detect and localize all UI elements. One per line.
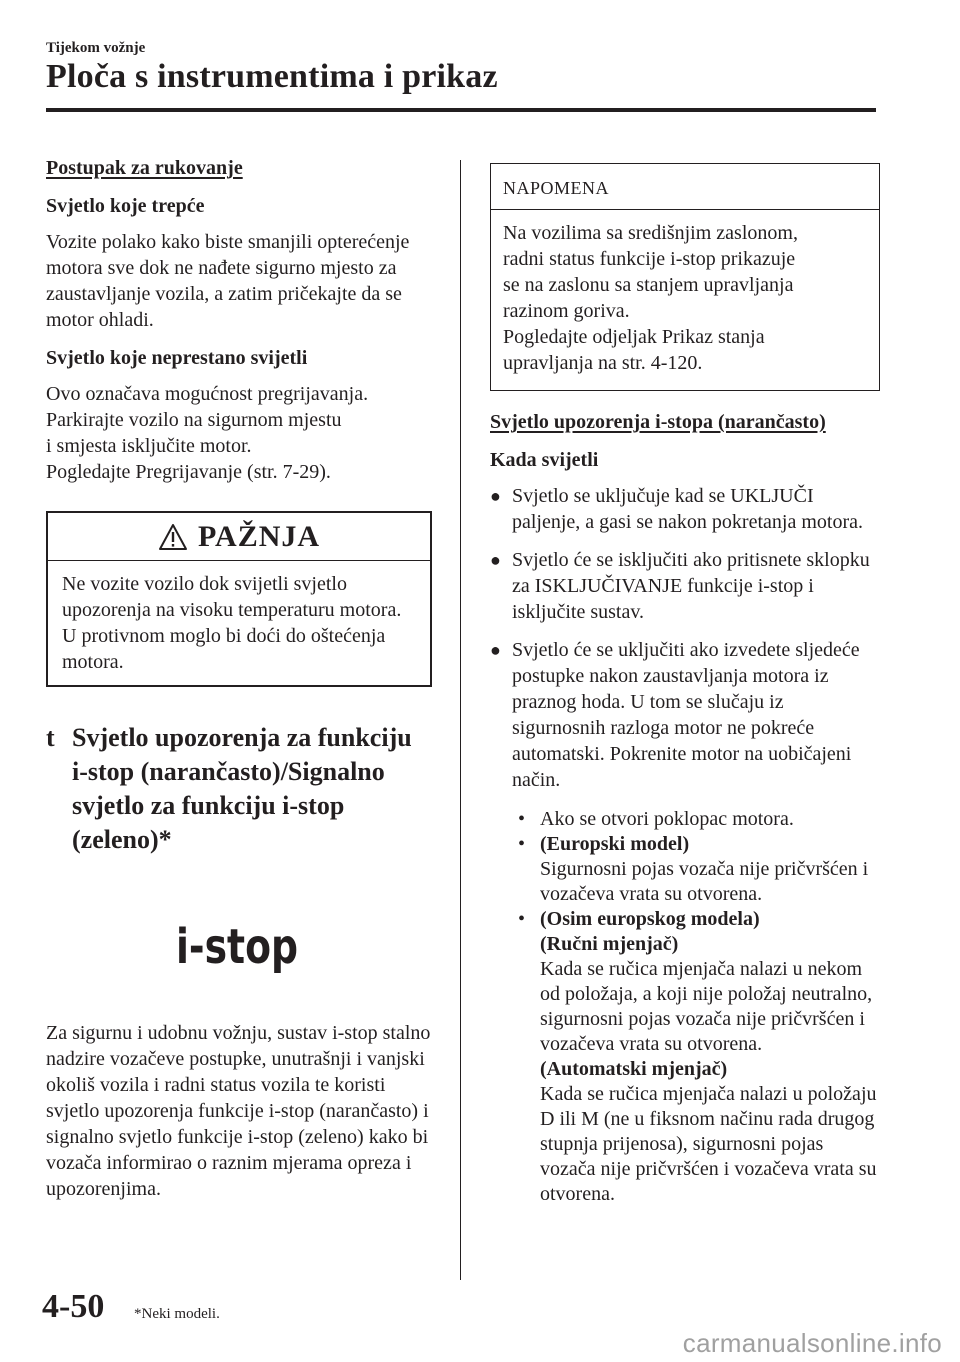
- section-title-warning-light: Svjetlo upozorenja i-stopa (narančasto): [490, 411, 826, 433]
- note-line: razinom goriva.: [503, 300, 630, 322]
- sub-list-item-text: Ako se otvori poklopac motora.: [540, 808, 794, 830]
- sub-list-item: [516, 832, 880, 907]
- sub-list-item: [516, 907, 880, 1207]
- section-title-operation: Postupak za rukovanje: [46, 157, 243, 179]
- sub-item-text: Kada se ručica mjenjača nalazi u nekom od položaja, a koji nije položaj neutralno, sigurnosni pojas vozača nije pričvršćen i vozačeva vrata su otvorena.: [540, 958, 873, 1055]
- steady-line: i smjesta isključite motor.: [46, 435, 252, 457]
- istop-indicator-icon: [174, 913, 300, 975]
- istop-description: Za sigurnu i udobnu vožnju, sustav i-stop stalno nadzire vozačeve postupke, unutrašnji i vanjski okoliš vozila i radni status vozila te koristi svjetlo upozorenja funkcije i-stop (narančasto) i signalno svjetlo funkcije i-stop (zeleno) kako bi vozača informirao o raznim mjerama opreza i upozorenjima.: [46, 1022, 431, 1200]
- note-box: [490, 163, 880, 391]
- note-line: Na vozilima sa središnjim zaslonom,: [503, 222, 798, 244]
- steady-light-text: [46, 381, 432, 485]
- sub-item-text: Kada se ručica mjenjača nalazi u položaju D ili M (ne u fiksnom načinu rada drugog stupnja prijenosa), sigurnosni pojas vozača nije pričvršćen i vozačeva vrata su otvorena.: [540, 1083, 877, 1205]
- bullet-icon: ●: [490, 640, 501, 660]
- list-item: [490, 637, 880, 793]
- steady-line: Ovo označava mogućnost pregrijavanja.: [46, 383, 369, 405]
- list-item: [490, 483, 880, 535]
- sub-bullet-icon: •: [518, 808, 526, 830]
- title-rule: [46, 108, 876, 112]
- svg-text:i-stop: i-stop: [176, 919, 298, 975]
- heading-text: Svjetlo upozorenja za funkciju i-stop (narančasto)/Signalno svjetlo za funkciju i-stop (zeleno)*: [72, 723, 412, 854]
- note-label: NAPOMENA: [491, 164, 879, 210]
- sub-item-title: (Osim europskog modela): [540, 908, 760, 930]
- sub-bullet-icon: •: [518, 833, 526, 855]
- blinking-light-text: Vozite polako kako biste smanjili opterećenje motora sve dok ne nađete sigurno mjesto za zaustavljanje vozila, a zatim pričekajte da se motor ohladi.: [46, 231, 410, 331]
- note-text: [491, 210, 879, 390]
- sub-condition-list: [516, 807, 880, 1207]
- sub-list-item-text: [540, 907, 880, 1207]
- note-line: Pogledajte odjeljak Prikaz stanja: [503, 326, 765, 348]
- list-item-text: Svjetlo se uključuje kad se UKLJUČI paljenje, a gasi se nakon pokretanja motora.: [512, 485, 863, 533]
- warning-triangle-icon: [158, 523, 188, 551]
- caution-label: PAŽNJA: [197, 519, 321, 553]
- istop-heading: [46, 721, 432, 857]
- list-item-text: Svjetlo će se uključiti ako izvedete sljedeće postupke nakon zaustavljanja motora iz praznog hoda. U tom se slučaju iz sigurnosnih razloga motor ne pokreće automatski. Pokrenite motor na uobičajeni način.: [512, 639, 860, 791]
- caution-box: [46, 511, 432, 687]
- sub-item-title: (Europski model): [540, 833, 690, 855]
- column-divider: [460, 160, 461, 1280]
- heading-marker: t: [46, 723, 55, 752]
- sub-list-item: [516, 807, 880, 832]
- steady-line: Parkirajte vozilo na sigurnom mjestu: [46, 409, 342, 431]
- chapter-label: Tijekom vožnje: [46, 40, 146, 56]
- page-title: Ploča s instrumentima i prikaz: [46, 58, 498, 95]
- bullet-icon: ●: [490, 550, 501, 570]
- note-line: radni status funkcije i-stop prikazuje: [503, 248, 796, 270]
- caution-header: [48, 513, 430, 561]
- right-column: [490, 155, 880, 1207]
- sub-list-item-text: [540, 832, 880, 907]
- steady-light-title: Svjetlo koje neprestano svijetli: [46, 347, 308, 369]
- when-lit-title: Kada svijetli: [490, 449, 599, 471]
- left-column: [46, 155, 432, 1202]
- note-line: upravljanja na str. 4-120.: [503, 352, 703, 374]
- page-number: 4-50: [42, 1288, 105, 1325]
- bullet-icon: ●: [490, 486, 501, 506]
- sub-bullet-icon: •: [518, 908, 526, 930]
- watermark: carmanualsonline.info: [682, 1328, 942, 1358]
- blinking-light-title: Svjetlo koje trepće: [46, 195, 205, 217]
- caution-text: Ne vozite vozilo dok svijetli svjetlo upozorenja na visoku temperaturu motora. U protivnom moglo bi doći do oštećenja motora.: [62, 573, 402, 673]
- sub-item-text: Sigurnosni pojas vozača nije pričvršćen i vozačeva vrata su otvorena.: [540, 858, 869, 905]
- sub-item-title: (Ručni mjenjač): [540, 933, 679, 955]
- list-item: [490, 547, 880, 625]
- condition-list: [490, 483, 880, 793]
- sub-item-title: (Automatski mjenjač): [540, 1058, 728, 1080]
- steady-line: Pogledajte Pregrijavanje (str. 7-29).: [46, 461, 331, 483]
- footnote: *Neki modeli.: [134, 1306, 220, 1322]
- list-item-text: Svjetlo će se isključiti ako pritisnete sklopku za ISKLJUČIVANJE funkcije i-stop i isključite sustav.: [512, 549, 870, 623]
- note-line: se na zaslonu sa stanjem upravljanja: [503, 274, 794, 296]
